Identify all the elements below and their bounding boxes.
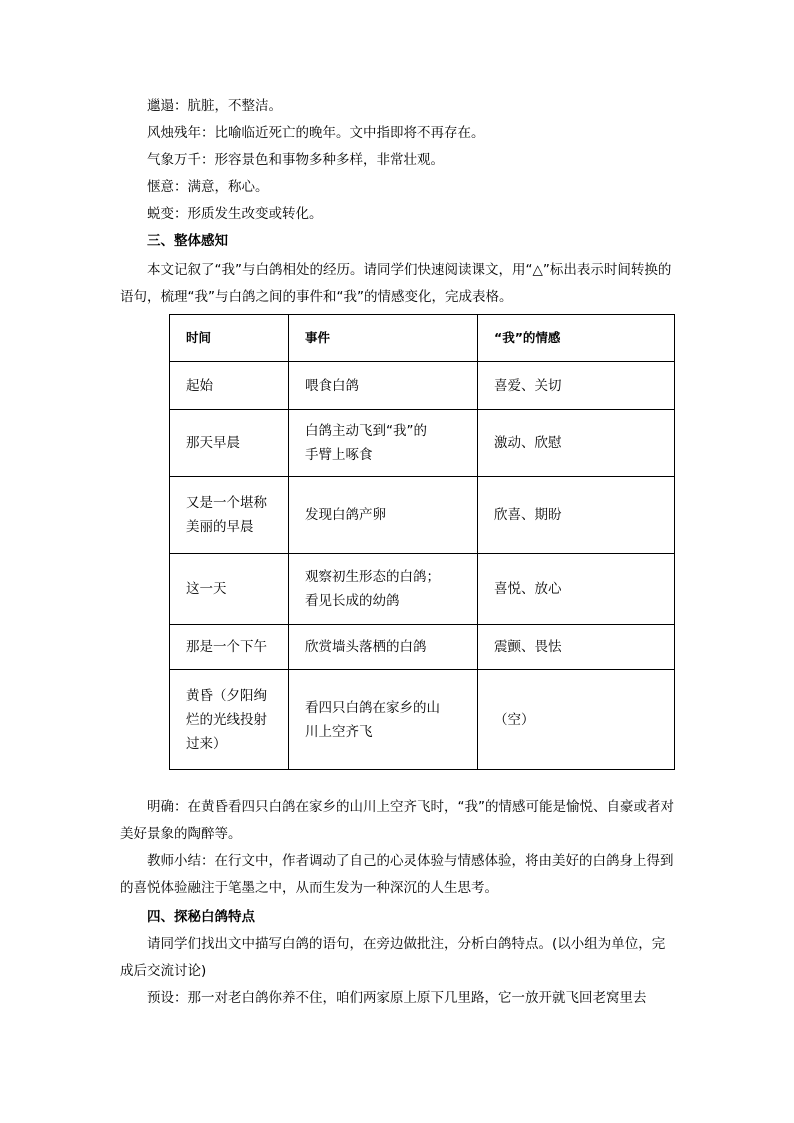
cell-event: 观察初生形态的白鸽； 看见长成的幼鸽 xyxy=(289,554,478,625)
preset-paragraph: 预设：那一对老白鸽你养不住，咱们两家原上原下几里路，它一放开就飞回老窝里去 xyxy=(147,990,647,1006)
cell-emotion: 激动、欣慰 xyxy=(478,410,675,477)
cell-event: 白鸽主动飞到“我”的 手臂上啄食 xyxy=(289,410,478,477)
clarify-paragraph: 明确：在黄昏看四只白鸽在家乡的山川上空齐飞时，“我”的情感可能是愉悦、自豪或者对美好景象的陶醉等。 xyxy=(120,799,674,842)
header-event: 事件 xyxy=(289,315,478,362)
cell-emotion: 欣喜、期盼 xyxy=(478,477,675,554)
table-row xyxy=(170,554,675,625)
cell-emotion: 喜爱、关切 xyxy=(478,362,675,410)
glossary-item: 惬意：满意，称心。 xyxy=(147,179,269,195)
table-row xyxy=(170,362,675,410)
glossary-item: 气象万千：形容景色和事物多种多样，非常壮观。 xyxy=(147,152,444,168)
cell-time: 那是一个下午 xyxy=(170,625,289,670)
glossary-item: 蜕变：形质发生改变或转化。 xyxy=(147,206,323,222)
cell-time: 这一天 xyxy=(170,554,289,625)
paragraph: 请同学们找出文中描写白鸽的语句，在旁边做批注，分析白鸽特点。(以小组为单位，完成后交流讨论) xyxy=(120,936,666,979)
cell-time: 黄昏（夕阳绚 烂的光线投射 过来） xyxy=(170,670,289,770)
header-emotion: “我”的情感 xyxy=(478,315,675,362)
emotion-table xyxy=(169,314,675,770)
cell-emotion: 震颤、畏怯 xyxy=(478,625,675,670)
teacher-summary-paragraph: 教师小结：在行文中，作者调动了自己的心灵体验与情感体验，将由美好的白鸽身上得到的喜悦体验融注于笔墨之中，从而生发为一种深沉的人生思考。 xyxy=(120,853,674,896)
table-row xyxy=(170,670,675,770)
cell-emotion: 喜悦、放心 xyxy=(478,554,675,625)
table-header-row xyxy=(170,315,675,362)
section-heading: 四、探秘白鸽特点 xyxy=(147,909,255,925)
cell-event: 欣赏墙头落栖的白鸽 xyxy=(289,625,478,670)
cell-time: 又是一个堪称 美丽的早晨 xyxy=(170,477,289,554)
cell-time: 起始 xyxy=(170,362,289,410)
paragraph: 本文记叙了“我”与白鸽相处的经历。请同学们快速阅读课文，用“△”标出表示时间转换的语句，梳理“我”与白鸽之间的事件和“我”的情感变化，完成表格。 xyxy=(120,262,672,305)
table-row xyxy=(170,625,675,670)
cell-event: 喂食白鸽 xyxy=(289,362,478,410)
cell-event: 发现白鸽产卵 xyxy=(289,477,478,554)
cell-emotion: （空） xyxy=(478,670,675,770)
table-row xyxy=(170,477,675,554)
section-heading: 三、整体感知 xyxy=(147,233,228,249)
glossary-item: 风烛残年：比喻临近死亡的晚年。文中指即将不再存在。 xyxy=(147,125,485,141)
cell-event: 看四只白鸽在家乡的山 川上空齐飞 xyxy=(289,670,478,770)
cell-time: 那天早晨 xyxy=(170,410,289,477)
header-time: 时间 xyxy=(170,315,289,362)
glossary-item: 邋遢：肮脏，不整洁。 xyxy=(147,98,282,114)
table-row xyxy=(170,410,675,477)
